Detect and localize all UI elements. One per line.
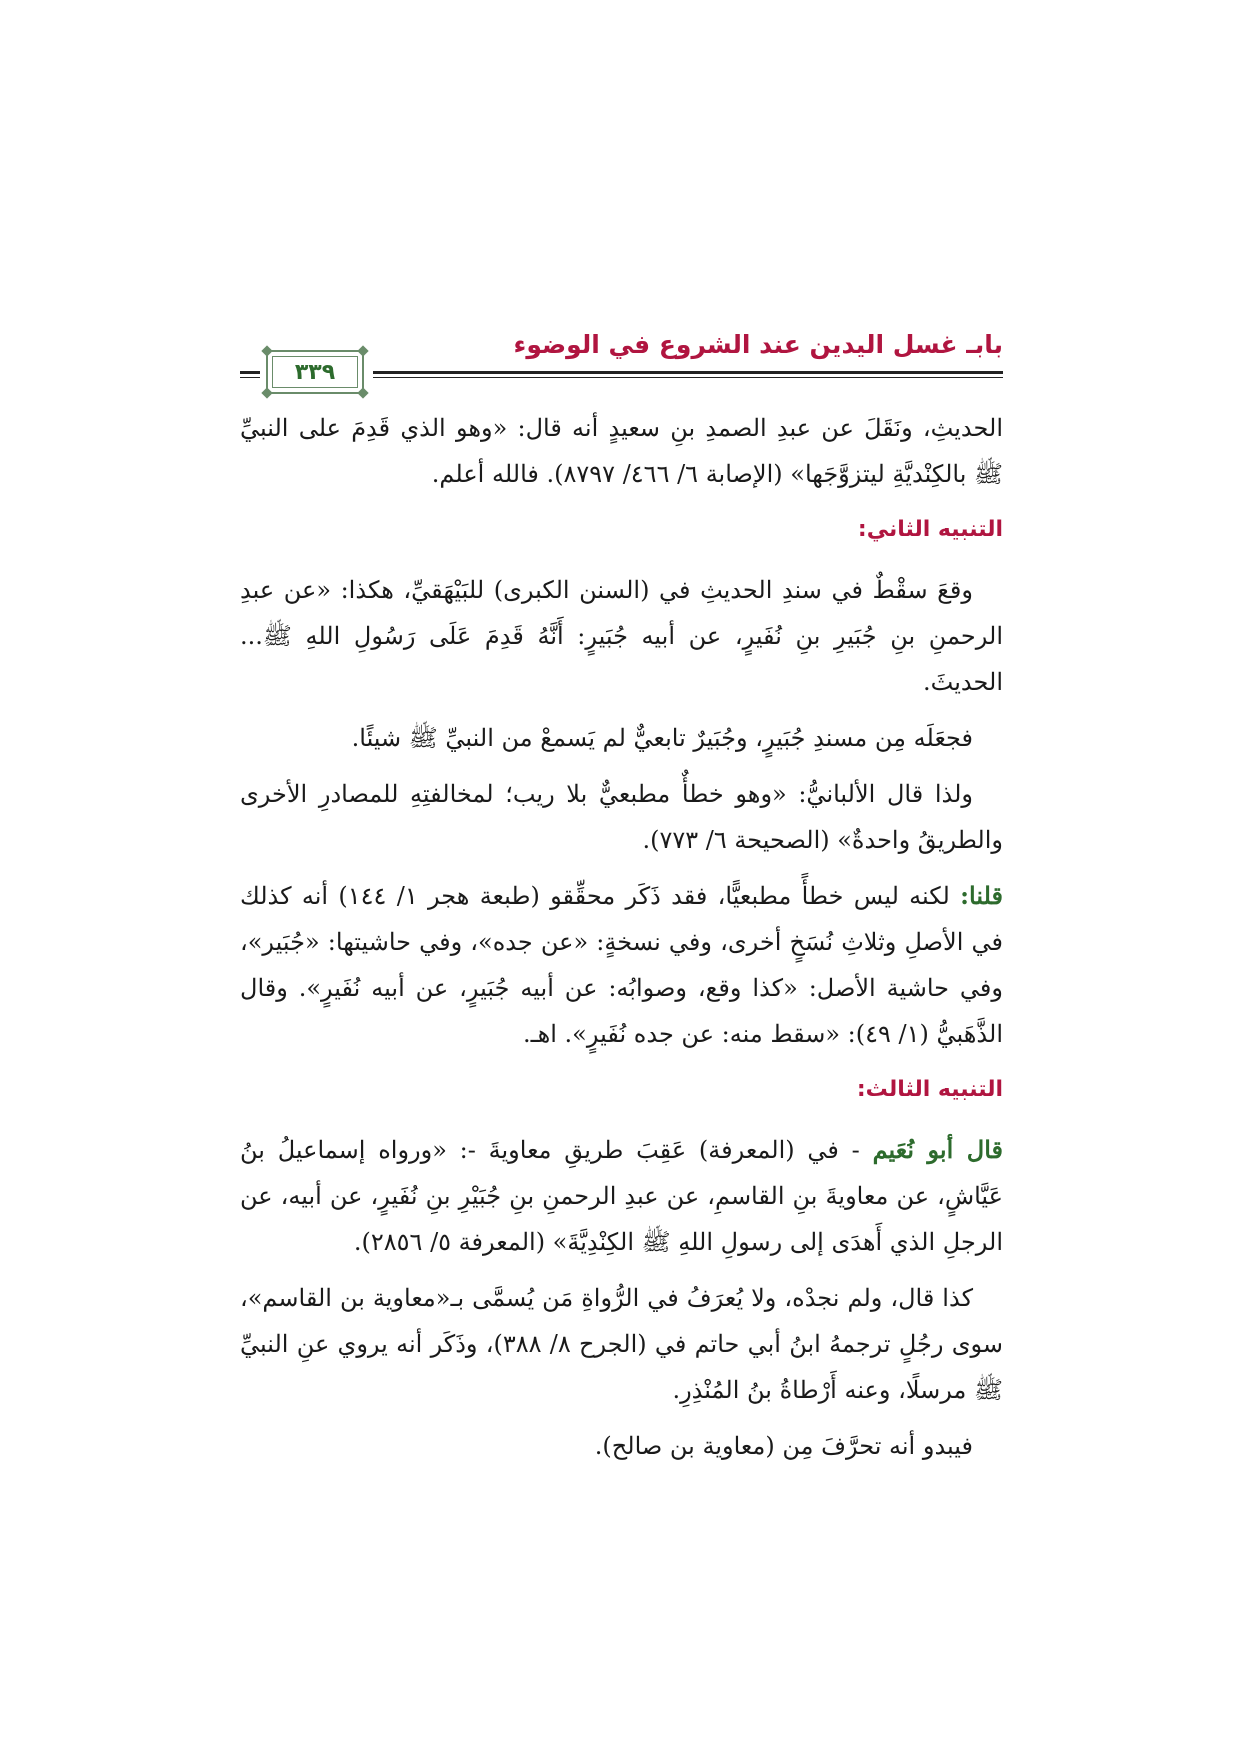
page-number: ٣٣٩ xyxy=(294,359,336,385)
page-header xyxy=(240,318,1003,385)
paragraph: وقعَ سقْطٌ في سندِ الحديثِ في (السنن الكبرى) للبَيْهَقيِّ، هكذا: «عن عبدِ الرحمنِ بنِ جُبَيرِ بنِ نُفَيرٍ، عن أبيه جُبَيرٍ: أَنَّهُ قَدِمَ عَلَى رَسُولِ اللهِ ﷺ... الحديثَ. xyxy=(240,576,1003,696)
paragraph-lead: قال أبو نُعَيم xyxy=(872,1135,1004,1164)
paragraph-text: لكنه ليس خطأً مطبعيًّا، فقد ذَكَر محقِّقو (طبعة هجر ١/ ١٤٤) أنه كذلك في الأصلِ وثلاثِ نُسَخٍ أخرى، وفي نسخةٍ: «عن جده»، وفي حاشيتها: «جُبَير»، وفي حاشية الأصل: «كذا وقع، وصوابُه: عن أبيه جُبَيرٍ، عن أبيه نُفَيرٍ». وقال الذَّهَبيُّ (١/ ٤٩): «سقط منه: عن جده نُفَيرٍ». اهـ. xyxy=(240,882,1003,1048)
frame-corner-ornament xyxy=(261,387,272,398)
paragraph: ولذا قال الألبانيُّ: «وهو خطأٌ مطبعيٌّ بلا ريب؛ لمخالفتِهِ للمصادرِ الأخرى والطريقُ واحدةٌ» (الصحيحة ٦/ ٧٧٣). xyxy=(240,780,1003,854)
section-heading: التنبيه الثالث: xyxy=(856,1077,1003,1102)
paragraph: فجعَلَه مِن مسندِ جُبَيرٍ، وجُبَيرٌ تابعيٌّ لم يَسمعْ من النبيِّ ﷺ شيئًا. xyxy=(351,724,973,752)
paragraph: الحديثِ، ونَقَلَ عن عبدِ الصمدِ بنِ سعيدٍ أنه قال: «وهو الذي قَدِمَ على النبيِّ ﷺ بالكِنْديَّةِ ليتزوَّجَها» (الإصابة ٦/ ٤٦٦/ ٨٧٩٧). فالله أعلم. xyxy=(240,414,1003,488)
chapter-title: بابـ غسل اليدين عند الشروع في الوضوء xyxy=(513,330,1003,359)
paragraph xyxy=(240,873,1003,1057)
paragraph-lead: قلنا: xyxy=(960,881,1003,910)
section-heading: التنبيه الثاني: xyxy=(857,517,1003,542)
page-number-frame xyxy=(266,350,364,394)
header-rule-left xyxy=(240,371,260,378)
frame-corner-ornament xyxy=(357,387,368,398)
page-body xyxy=(240,405,1003,1479)
paragraph: فيبدو أنه تحرَّفَ مِن (معاوية بن صالح). xyxy=(594,1432,973,1460)
frame-corner-ornament xyxy=(261,345,272,356)
paragraph xyxy=(240,1127,1003,1265)
paragraph-text: - في (المعرفة) عَقِبَ طريقِ معاويةَ -: «ورواه إسماعيلُ بنُ عَيَّاشٍ، عن معاويةَ بنِ القاسمِ، عن عبدِ الرحمنِ بنِ جُبَيْرِ بنِ نُفَيرٍ، عن أبيه، عن الرجلِ الذي أَهدَى إلى رسولِ اللهِ ﷺ الكِنْدِيَّةَ» (المعرفة ٥/ ٢٨٥٦). xyxy=(240,1136,1003,1256)
frame-corner-ornament xyxy=(357,345,368,356)
header-rule-right xyxy=(373,371,1003,378)
paragraph: كذا قال، ولم نجدْه، ولا يُعرَفُ في الرُّواةِ مَن يُسمَّى بـ«معاوية بن القاسم»، سوى رجُلٍ ترجمهُ ابنُ أبي حاتم في (الجرح ٨/ ٣٨٨)، وذَكَر أنه يروي عنِ النبيِّ ﷺ مرسلًا، وعنه أَرْطاةُ بنُ المُنْذِرِ. xyxy=(240,1284,1003,1404)
